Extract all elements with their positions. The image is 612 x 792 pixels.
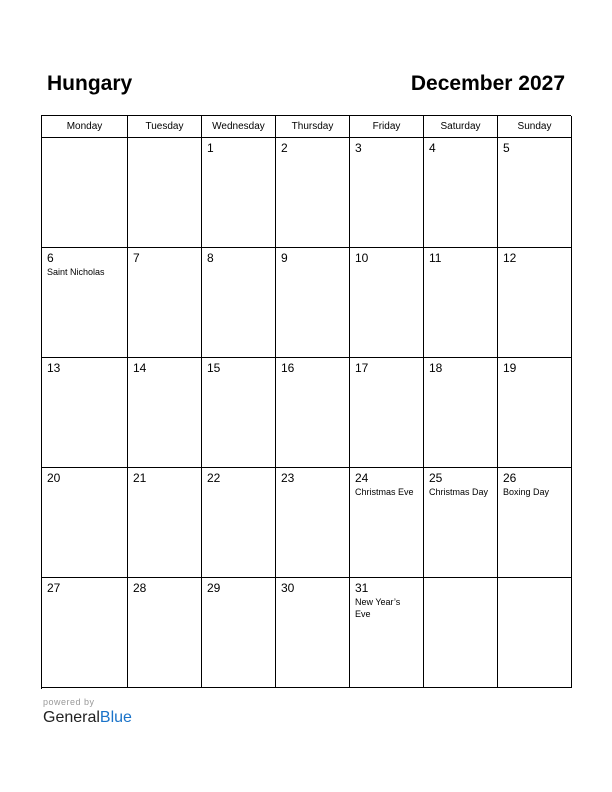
day-cell bbox=[202, 248, 276, 358]
day-number: 9 bbox=[281, 251, 288, 265]
day-cell bbox=[498, 248, 572, 358]
day-cell bbox=[350, 468, 424, 578]
day-number: 5 bbox=[503, 141, 510, 155]
day-cell bbox=[350, 138, 424, 248]
generalblue-logo[interactable] bbox=[43, 708, 132, 728]
week-row bbox=[42, 248, 571, 358]
day-cell bbox=[128, 468, 202, 578]
weekday-header-row bbox=[42, 116, 571, 138]
powered-by-text: powered by bbox=[43, 697, 95, 707]
day-number: 22 bbox=[207, 471, 221, 485]
day-number: 10 bbox=[355, 251, 369, 265]
week-row bbox=[42, 138, 571, 248]
holiday-label: New Year’s Eve bbox=[355, 597, 401, 619]
day-number: 24 bbox=[355, 471, 369, 485]
day-cell bbox=[498, 468, 572, 578]
day-cell bbox=[424, 578, 498, 688]
holiday-label: Saint Nicholas bbox=[47, 267, 105, 277]
day-number: 8 bbox=[207, 251, 214, 265]
day-cell bbox=[202, 358, 276, 468]
day-cell bbox=[42, 358, 128, 468]
day-number: 23 bbox=[281, 471, 295, 485]
day-number: 4 bbox=[429, 141, 436, 155]
day-cell bbox=[128, 248, 202, 358]
day-number: 18 bbox=[429, 361, 443, 375]
day-cell bbox=[42, 138, 128, 248]
day-number: 14 bbox=[133, 361, 147, 375]
day-number: 11 bbox=[429, 251, 442, 265]
weekday-header: Friday bbox=[350, 116, 424, 138]
day-number: 7 bbox=[133, 251, 140, 265]
weekday-header: Saturday bbox=[424, 116, 498, 138]
day-number: 1 bbox=[207, 141, 214, 155]
day-cell bbox=[276, 248, 350, 358]
day-number: 2 bbox=[281, 141, 288, 155]
weekday-header: Wednesday bbox=[202, 116, 276, 138]
brand-text-general: General bbox=[43, 709, 100, 726]
day-cell bbox=[424, 138, 498, 248]
day-cell bbox=[424, 248, 498, 358]
week-row bbox=[42, 578, 571, 688]
weekday-header: Tuesday bbox=[128, 116, 202, 138]
day-cell bbox=[498, 578, 572, 688]
week-row bbox=[42, 358, 571, 468]
day-cell bbox=[350, 578, 424, 688]
day-cell bbox=[276, 358, 350, 468]
day-number: 19 bbox=[503, 361, 517, 375]
footer-branding bbox=[43, 697, 132, 728]
day-cell bbox=[424, 468, 498, 578]
day-number: 31 bbox=[355, 581, 369, 595]
day-number: 6 bbox=[47, 251, 54, 265]
day-cell bbox=[128, 138, 202, 248]
day-cell bbox=[128, 358, 202, 468]
holiday-label: Christmas Day bbox=[429, 487, 489, 497]
day-number: 3 bbox=[355, 141, 362, 155]
day-cell bbox=[202, 138, 276, 248]
day-number: 21 bbox=[133, 471, 147, 485]
day-cell bbox=[276, 468, 350, 578]
day-number: 28 bbox=[133, 581, 147, 595]
day-number: 13 bbox=[47, 361, 61, 375]
day-cell bbox=[202, 578, 276, 688]
weekday-header: Monday bbox=[42, 116, 128, 138]
day-number: 25 bbox=[429, 471, 443, 485]
day-number: 16 bbox=[281, 361, 295, 375]
weekday-header: Thursday bbox=[276, 116, 350, 138]
day-cell bbox=[42, 578, 128, 688]
country-title: Hungary bbox=[47, 72, 133, 95]
day-number: 27 bbox=[47, 581, 61, 595]
brand-text-blue: Blue bbox=[99, 709, 132, 726]
day-cell bbox=[350, 248, 424, 358]
month-year-title: December 2027 bbox=[410, 72, 565, 95]
holiday-label: Christmas Eve bbox=[355, 487, 414, 497]
day-number: 30 bbox=[281, 581, 295, 595]
day-cell bbox=[42, 468, 128, 578]
day-cell bbox=[498, 358, 572, 468]
day-cell bbox=[350, 358, 424, 468]
day-cell bbox=[202, 468, 276, 578]
day-number: 29 bbox=[207, 581, 221, 595]
week-row bbox=[42, 468, 571, 578]
day-number: 17 bbox=[355, 361, 369, 375]
calendar-grid bbox=[41, 115, 571, 689]
day-cell bbox=[276, 138, 350, 248]
day-cell bbox=[498, 138, 572, 248]
day-cell bbox=[128, 578, 202, 688]
day-number: 20 bbox=[47, 471, 61, 485]
day-number: 12 bbox=[503, 251, 517, 265]
day-number: 26 bbox=[503, 471, 517, 485]
day-cell bbox=[276, 578, 350, 688]
day-cell bbox=[424, 358, 498, 468]
weekday-header: Sunday bbox=[498, 116, 572, 138]
day-number: 15 bbox=[207, 361, 221, 375]
day-cell bbox=[42, 248, 128, 358]
holiday-label: Boxing Day bbox=[503, 487, 550, 497]
